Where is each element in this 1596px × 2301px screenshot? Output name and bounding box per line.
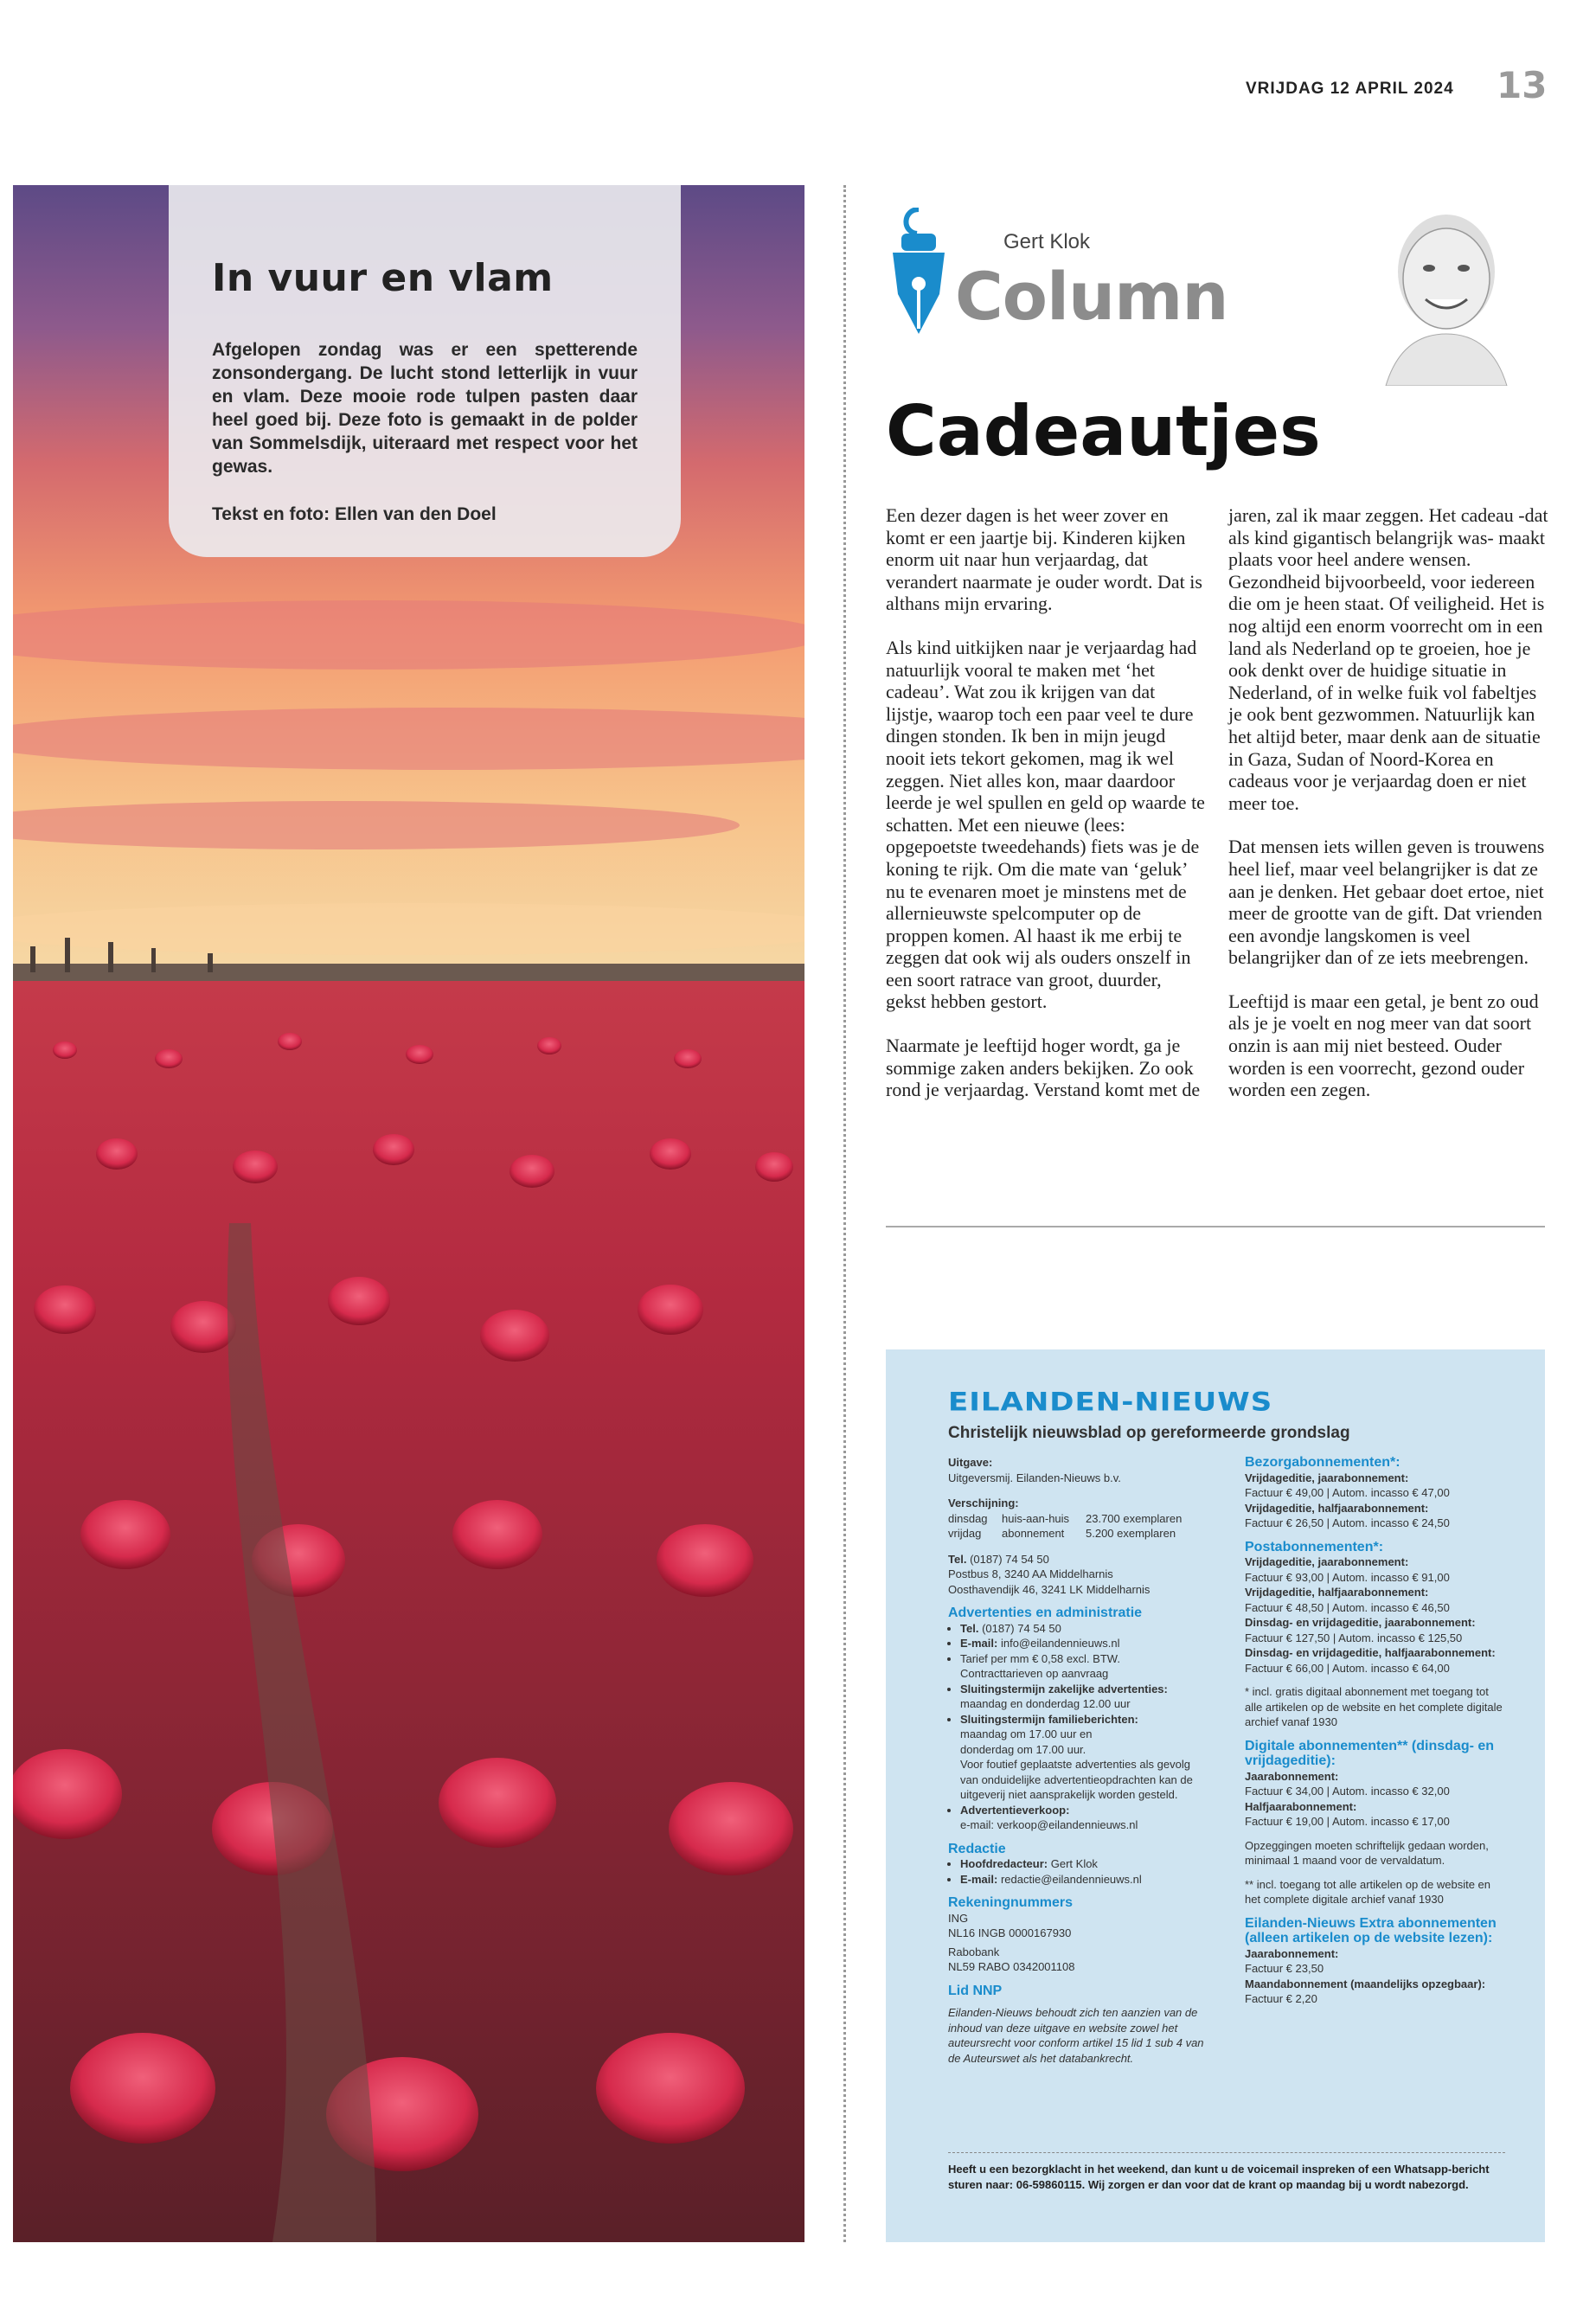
caption-credit: Tekst en foto: Ellen van den Doel <box>212 504 497 524</box>
price-value: Factuur € 23,50 <box>1245 1962 1324 1975</box>
article-title: Cadeautjes <box>886 391 1321 471</box>
price-label: Halfjaarabonnement: <box>1245 1799 1357 1813</box>
bank-ing: ING <box>948 1911 969 1925</box>
colophon-box <box>886 1349 1545 2242</box>
price-label: Vrijdageditie, jaarabonnement: <box>1245 1471 1409 1484</box>
verschijning-row: dinsdag huis-aan-huis 23.700 exemplaren <box>948 1511 1183 1525</box>
brand-tagline: Christelijk nieuwsblad op gereformeerde grondslag <box>948 1424 1350 1442</box>
colophon-right-column <box>1245 1455 1507 2066</box>
brand-logo: EILANDEN-NIEUWS <box>948 1388 1273 1417</box>
price-value: Factuur € 93,00 | Autom. incasso € 91,00 <box>1245 1570 1450 1584</box>
adv-email[interactable]: • E-mail: info@eilandennieuws.nl <box>960 1636 1210 1651</box>
price-value: Factuur € 49,00 | Autom. incasso € 47,00 <box>1245 1486 1450 1499</box>
redactie-heading: Redactie <box>948 1841 1006 1856</box>
article-paragraph: Een dezer dagen is het weer zover en komt er een jaartje bij. Kinderen kijken enorm uit naar hun verjaardag, dat verandert naarmate je ouder wordt. Dat is althans mijn ervaring. <box>886 504 1202 615</box>
sluiting-zakelijk: • Sluitingstermijn zakelijke advertenties: maandag en donderdag 12.00 uur <box>960 1682 1210 1712</box>
extra-heading: Eilanden-Nieuws Extra abonnementen (alleen artikelen op de website lezen): <box>1245 1915 1497 1945</box>
footnote: * incl. gratis digitaal abonnement met toegang tot alle artikelen op de website en het complete digitale archief vanaf 1930 <box>1245 1685 1503 1728</box>
tarief: • Tarief per mm € 0,58 excl. BTW. Contracttarieven op aanvraag <box>960 1651 1210 1682</box>
complaint-notice: Heeft u een bezorgklacht in het weekend, dan kunt u de voicemail inspreken of een Whatsapp-bericht sturen naar: 06-59860115. Wij zorgen er dan voor dat de krant op maandag bij u wordt nabezorgd. <box>948 2152 1505 2193</box>
copyright-notice: Eilanden-Nieuws behoudt zich ten aanzien van de inhoud van deze uitgave en website zowel het auteursrecht voor conform artikel 15 lid 1 sub 4 van de Auteurswet als het databankrecht. <box>948 2006 1204 2065</box>
post-heading: Postabonnementen*: <box>1245 1539 1384 1554</box>
fountain-pen-mouse-icon <box>886 208 952 342</box>
article-body <box>886 504 1548 1112</box>
price-label: Vrijdageditie, jaarabonnement: <box>1245 1555 1409 1568</box>
bank-rabo: Rabobank <box>948 1945 1000 1958</box>
column-label: Column <box>955 258 1228 335</box>
page-number: 13 <box>1497 64 1548 106</box>
price-value: Factuur € 34,00 | Autom. incasso € 32,00 <box>1245 1785 1450 1798</box>
nnp-heading: Lid NNP <box>948 1983 1003 1998</box>
footnote: ** incl. toegang tot alle artikelen op de website en het complete digitale archief vanaf 1930 <box>1245 1877 1491 1906</box>
bezorg-heading: Bezorgabonnementen*: <box>1245 1455 1401 1470</box>
colophon-left-column <box>948 1455 1210 2066</box>
price-value: Factuur € 127,50 | Autom. incasso € 125,50 <box>1245 1631 1463 1644</box>
article-paragraph: Leeftijd is maar een getal, je bent zo oud als je je voelt en nog meer van dat soort onzin is aan mij niet besteed. Ouder worden is een voorrecht, gezond ouder worden een zegen. <box>1228 990 1539 1101</box>
price-value: Factuur € 48,50 | Autom. incasso € 46,50 <box>1245 1600 1450 1614</box>
price-label: Vrijdageditie, halfjaarabonnement: <box>1245 1586 1429 1599</box>
header-date: VRIJDAG 12 APRIL 2024 <box>1246 80 1454 98</box>
price-label: Vrijdageditie, halfjaarabonnement: <box>1245 1501 1429 1515</box>
uitgave-value: Uitgeversmij. Eilanden-Nieuws b.v. <box>948 1471 1121 1484</box>
uitgave-label: Uitgave: <box>948 1456 993 1469</box>
redactie-email[interactable]: • E-mail: redactie@eilandennieuws.nl <box>960 1872 1210 1888</box>
verschijning-label: Verschijning: <box>948 1497 1019 1509</box>
column-divider <box>843 185 846 2242</box>
adv-tel: • Tel. (0187) 74 54 50 <box>960 1621 1210 1637</box>
section-divider <box>886 1226 1545 1227</box>
article-paragraph: Naarmate je leeftijd hoger wordt, ga je sommige zaken anders bekijken. Zo ook rond je verjaardag. Verstand komt met de jaren, zal ik maar zeggen. Het cadeau -dat als kind gigantisch belangrijk was- maakt plaats voor heel andere wensen. Gezondheid bijvoorbeeld, voor iedereen die om je heen staat. Of veiligheid. Het is nog altijd een enorm voorrecht om in een land als Nederland op te groeien, hoe je ook denkt over de huidige situatie in Nederland, of in welke fuik vol fabeltjes je ook bent gezwommen. Natuurlijk kan het altijd beter, maar denk aan de situatie in Gaza, Sudan of Noord-Korea en cadeaus voor je verjaardag doen er niet meer toe. <box>886 504 1548 1101</box>
price-value: Factuur € 26,50 | Autom. incasso € 24,50 <box>1245 1516 1450 1529</box>
verschijning-row: vrijdag abonnement 5.200 exemplaren <box>948 1527 1176 1540</box>
price-label: Dinsdag- en vrijdageditie, jaarabonnement: <box>1245 1616 1476 1629</box>
article-paragraph: Dat mensen iets willen geven is trouwens heel lief, maar veel belangrijker is dat ze aan je denken. Het gebaar doet ertoe, niet meer de grootte van de gift. Dat vrienden een avondje langskomen is veel belangrijker dan of ze iets meebrengen. <box>1228 836 1545 969</box>
price-value: Factuur € 2,20 <box>1245 1992 1317 2005</box>
photo-caption-box <box>169 185 681 557</box>
adres: Oosthavendijk 46, 3241 LK Middelharnis <box>948 1582 1151 1596</box>
tel-line: Tel. (0187) 74 54 50 <box>948 1552 1049 1566</box>
price-value: Factuur € 66,00 | Autom. incasso € 64,00 <box>1245 1661 1450 1675</box>
article-paragraph: Als kind uitkijken naar je verjaardag had natuurlijk vooral te maken met ‘het cadeau’. Wat zou ik krijgen van dat lijstje, waarop toch een paar veel te dure dingen stonden. Ik ben in mijn jeugd nooit iets tekort gekomen, mag ik wel zeggen. Niet alles kon, maar daardoor leerde je wel spullen en geld op waarde te schatten. Met een nieuwe (lees: opgepoetste tweedehands) fiets was je de koning te rijk. Om die mate van ‘geluk’ nu te evenaren moet je minstens met de allernieuwste spelcomputer op de proppen komen. Al haast ik me erbij te zeggen dat ook wij als ouders onszelf in een soort ratrace van groot, duurder, gekst hebben gestort. <box>886 636 1205 1013</box>
price-value: Factuur € 19,00 | Autom. incasso € 17,00 <box>1245 1815 1450 1828</box>
advertentieverkoop[interactable]: • Advertentieverkoop: e-mail: verkoop@eilandennieuws.nl <box>960 1803 1210 1833</box>
caption-text: Afgelopen zondag was er een spetterende zonsondergang. De lucht stond letterlijk in vuur en vlam. Deze mooie rode tulpen pasten daar heel goed bij. Deze foto is gemaakt in de polder van Sommelsdijk, uiteraard met respect voor het gewas. <box>212 340 638 477</box>
sluiting-familie: • Sluitingstermijn familieberichten: maandag om 17.00 uur en donderdag om 17.00 uur. Voor foutief geplaatste advertenties als gevolg van onduidelijke advertentieopdrachten kan de uitgeverij niet aansprakelijk worden gesteld. <box>960 1712 1210 1803</box>
price-label: Maandabonnement (maandelijks opzegbaar): <box>1245 1977 1486 1990</box>
author-portrait <box>1375 204 1517 390</box>
rekening-heading: Rekeningnummers <box>948 1895 1074 1910</box>
price-label: Dinsdag- en vrijdageditie, halfjaarabonnement: <box>1245 1646 1496 1659</box>
digital-heading: Digitale abonnementen** (dinsdag- en vrijdageditie): <box>1245 1738 1495 1768</box>
advertenties-heading: Advertenties en administratie <box>948 1606 1143 1620</box>
price-label: Jaarabonnement: <box>1245 1946 1339 1960</box>
postbus: Postbus 8, 3240 AA Middelharnis <box>948 1567 1113 1580</box>
opzeg-note: Opzeggingen moeten schriftelijk gedaan worden, minimaal 1 maand voor de vervaldatum. <box>1245 1838 1489 1867</box>
price-label: Jaarabonnement: <box>1245 1769 1339 1783</box>
bank-rabo-number: NL59 RABO 0342001108 <box>948 1960 1075 1973</box>
column-author: Gert Klok <box>1003 230 1091 253</box>
caption-title: In vuur en vlam <box>212 256 554 300</box>
bank-ing-number: NL16 INGB 0000167930 <box>948 1926 1072 1939</box>
hoofdredacteur: • Hoofdredacteur: Gert Klok <box>960 1856 1210 1872</box>
